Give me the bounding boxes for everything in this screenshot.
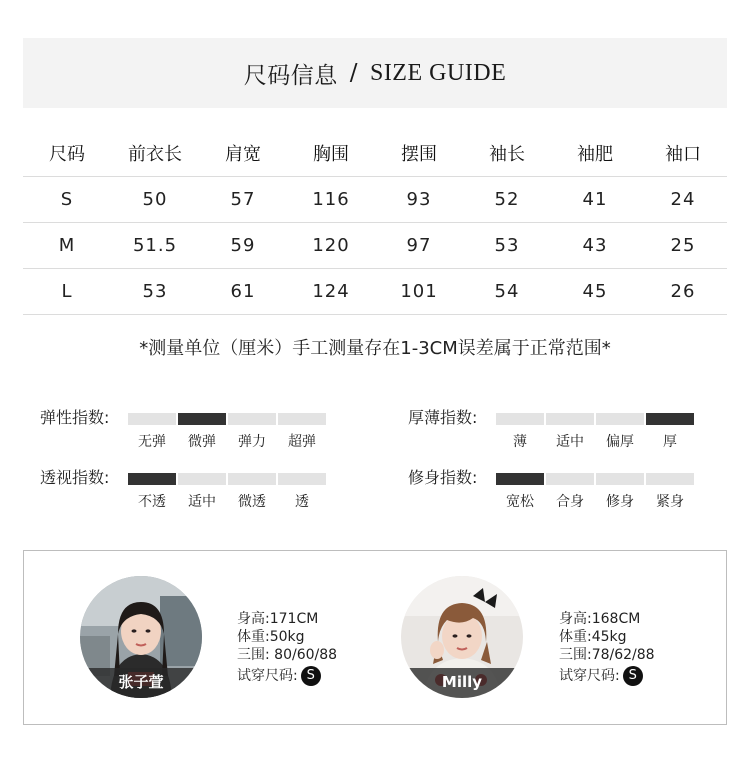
- model-measurements: 三围: 80/60/88: [237, 647, 338, 663]
- scale-segment: [496, 413, 544, 425]
- elasticity-index: [40, 405, 340, 455]
- column-header: 尺码: [23, 130, 111, 177]
- scale-level-label: 无弹: [138, 434, 166, 450]
- column-header: 胸围: [287, 130, 375, 177]
- table-row: [23, 223, 727, 269]
- table-cell: 101: [375, 269, 463, 315]
- fit-scale: [496, 473, 694, 485]
- index-label: 弹性指数:: [40, 408, 110, 427]
- scale-level-label: 微透: [238, 494, 266, 510]
- scale-level-label: 合身: [556, 494, 584, 510]
- scale-level-label: 适中: [556, 434, 584, 450]
- table-cell: 52: [463, 177, 551, 223]
- size-table: [23, 130, 727, 315]
- scale-level-label: 透: [295, 494, 309, 510]
- title-en: SIZE GUIDE: [369, 59, 507, 86]
- table-cell: 26: [639, 269, 727, 315]
- table-cell: M: [23, 223, 111, 269]
- table-cell: 50: [111, 177, 199, 223]
- table-cell: 51.5: [111, 223, 199, 269]
- table-row: [23, 269, 727, 315]
- table-cell: 25: [639, 223, 727, 269]
- scale-labels: [128, 491, 326, 511]
- table-cell: 120: [287, 223, 375, 269]
- scale-level-label: 适中: [188, 494, 216, 510]
- size-badge: S: [301, 666, 321, 686]
- size-badge: S: [623, 666, 643, 686]
- scale-segment: [546, 473, 594, 485]
- scale-level-label: 微弹: [188, 434, 216, 450]
- model-avatar: [401, 576, 523, 698]
- scale-level-label: 厚: [663, 434, 677, 450]
- fit-index: [408, 465, 708, 515]
- scale-level-label: 修身: [606, 494, 634, 510]
- model-height: 身高:171CM: [237, 611, 319, 627]
- table-cell: L: [23, 269, 111, 315]
- model-info-box: [23, 550, 727, 725]
- model-stats: [237, 610, 337, 686]
- model-name: Milly: [401, 668, 523, 698]
- size-label: 试穿尺码:: [237, 668, 298, 684]
- table-cell: 43: [551, 223, 639, 269]
- model-size-row: [559, 666, 655, 686]
- size-guide-title: [23, 38, 727, 108]
- table-cell: 59: [199, 223, 287, 269]
- scale-segment: [646, 413, 694, 425]
- model-weight: 体重:45kg: [559, 629, 627, 645]
- scale-level-label: 偏厚: [606, 434, 634, 450]
- scale-labels: [496, 491, 694, 511]
- model-name: 张子萱: [80, 668, 202, 698]
- model-weight: 体重:50kg: [237, 629, 305, 645]
- index-label: 厚薄指数:: [408, 408, 478, 427]
- model-height: 身高:168CM: [559, 611, 641, 627]
- scale-segment: [646, 473, 694, 485]
- elasticity-scale: [128, 413, 326, 425]
- column-header: 摆围: [375, 130, 463, 177]
- scale-segment: [178, 473, 226, 485]
- table-cell: 24: [639, 177, 727, 223]
- scale-segment: [128, 473, 176, 485]
- scale-level-label: 紧身: [656, 494, 684, 510]
- table-cell: 53: [463, 223, 551, 269]
- title-cn: 尺码信息: [243, 62, 338, 89]
- column-header: 袖口: [639, 130, 727, 177]
- transparency-scale: [128, 473, 326, 485]
- scale-labels: [128, 431, 326, 451]
- column-header: 袖肥: [551, 130, 639, 177]
- scale-segment: [228, 473, 276, 485]
- scale-level-label: 宽松: [506, 494, 534, 510]
- index-label: 透视指数:: [40, 468, 110, 487]
- table-cell: 93: [375, 177, 463, 223]
- table-cell: 41: [551, 177, 639, 223]
- scale-segment: [596, 473, 644, 485]
- size-label: 试穿尺码:: [559, 668, 620, 684]
- table-cell: 124: [287, 269, 375, 315]
- table-cell: 116: [287, 177, 375, 223]
- scale-segment: [278, 473, 326, 485]
- table-cell: 97: [375, 223, 463, 269]
- table-cell: S: [23, 177, 111, 223]
- measurement-note: *测量单位（厘米）手工测量存在1-3CM误差属于正常范围*: [139, 338, 611, 359]
- scale-segment: [596, 413, 644, 425]
- table-cell: 54: [463, 269, 551, 315]
- column-header: 肩宽: [199, 130, 287, 177]
- scale-segment: [278, 413, 326, 425]
- transparency-index: [40, 465, 340, 515]
- scale-level-label: 弹力: [238, 434, 266, 450]
- model-size-row: [237, 666, 337, 686]
- table-cell: 57: [199, 177, 287, 223]
- table-cell: 45: [551, 269, 639, 315]
- table-cell: 53: [111, 269, 199, 315]
- table-header-row: [23, 130, 727, 177]
- index-label: 修身指数:: [408, 468, 478, 487]
- scale-level-label: 不透: [138, 494, 166, 510]
- scale-labels: [496, 431, 694, 451]
- title-separator: /: [349, 60, 358, 86]
- table-row: [23, 177, 727, 223]
- scale-segment: [178, 413, 226, 425]
- model-avatar: [80, 576, 202, 698]
- column-header: 袖长: [463, 130, 551, 177]
- scale-segment: [496, 473, 544, 485]
- thickness-scale: [496, 413, 694, 425]
- model-stats: [559, 610, 655, 686]
- column-header: 前衣长: [111, 130, 199, 177]
- scale-level-label: 薄: [513, 434, 527, 450]
- scale-segment: [128, 413, 176, 425]
- scale-segment: [228, 413, 276, 425]
- scale-level-label: 超弹: [288, 434, 316, 450]
- scale-segment: [546, 413, 594, 425]
- model-measurements: 三围:78/62/88: [559, 647, 655, 663]
- thickness-index: [408, 405, 708, 455]
- table-cell: 61: [199, 269, 287, 315]
